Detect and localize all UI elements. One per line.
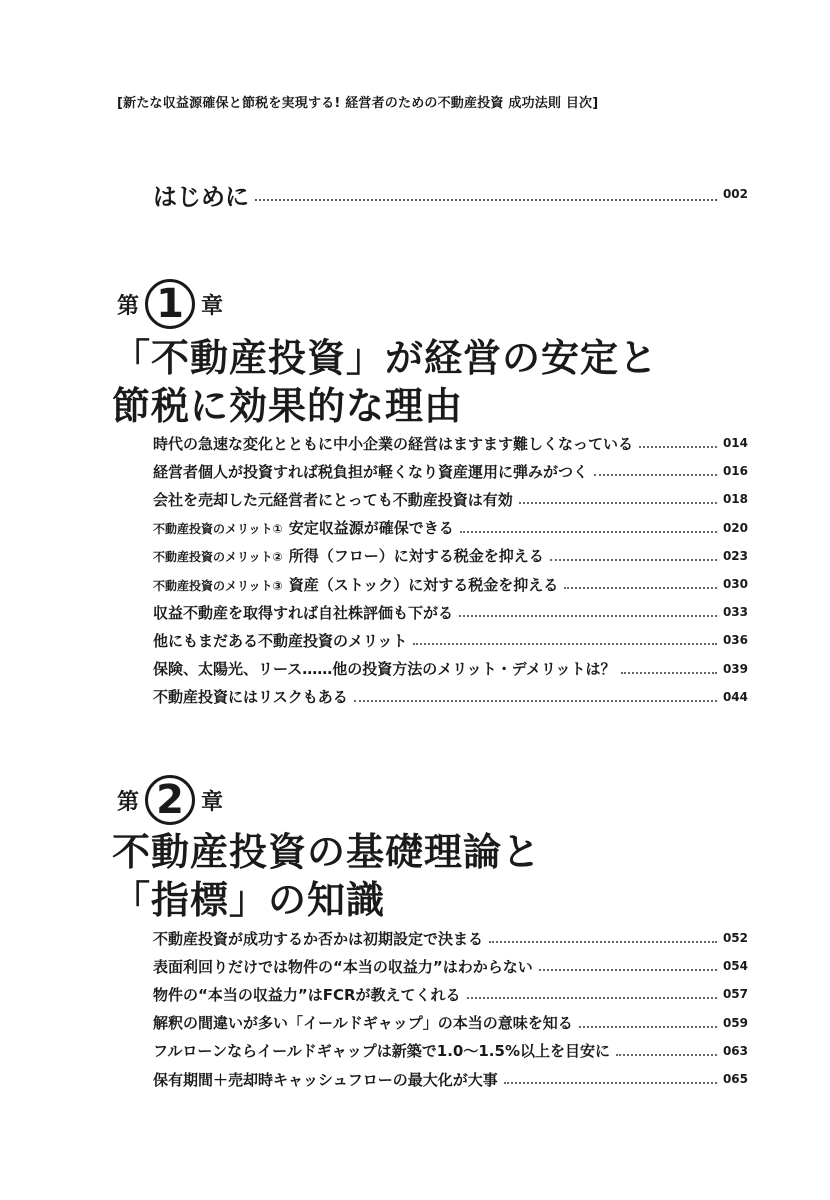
page-number: 039 [722, 661, 748, 676]
leader-dots [459, 615, 717, 617]
page-number: 063 [722, 1043, 748, 1058]
chapter-prefix: 第 [117, 293, 140, 319]
toc-entry[interactable] [153, 485, 748, 513]
entry-prefix: 不動産投資のメリット① [153, 522, 283, 537]
chapter-title-line: 不動産投資の基礎理論と [112, 830, 542, 874]
entry-title-wrap [153, 658, 615, 679]
chapter-number: 2 [156, 777, 184, 823]
entry-title: 不動産投資にはリスクもある [153, 688, 348, 707]
page-number: 023 [722, 548, 748, 563]
toc-entry[interactable] [153, 924, 748, 952]
intro-title: はじめに [153, 182, 249, 211]
chapter-suffix: 章 [201, 789, 224, 815]
page-number: 057 [722, 987, 748, 1002]
toc-entry[interactable] [153, 570, 748, 598]
leader-dots [621, 672, 716, 674]
toc-entry[interactable] [153, 952, 748, 980]
chapter-title-line: 「不動産投資」が経営の安定と [112, 336, 659, 380]
chapter-1-title [112, 334, 658, 430]
page-number: 059 [722, 1015, 748, 1030]
entry-title: 物件の“本当の収益力”はFCRが教えてくれる [153, 985, 461, 1004]
leader-dots [255, 199, 717, 201]
entry-prefix: 不動産投資のメリット② [153, 550, 283, 565]
toc-entry[interactable] [153, 1065, 748, 1093]
toc-entry[interactable] [153, 429, 748, 457]
entry-title-wrap [153, 574, 558, 595]
page-number: 054 [722, 959, 748, 974]
page-number: 036 [722, 633, 748, 648]
page-number: 065 [722, 1072, 748, 1087]
chapter-title-line: 「指標」の知識 [112, 878, 386, 922]
entry-title: 資産（ストック）に対する税金を抑える [288, 575, 559, 594]
toc-entry[interactable] [153, 598, 748, 626]
entry-title: 表面利回りだけでは物件の“本当の収益力”はわからない [153, 957, 533, 976]
toc-entry[interactable] [153, 1009, 748, 1037]
entry-title-wrap [153, 928, 483, 949]
leader-dots [639, 446, 717, 448]
toc-entry[interactable] [153, 514, 748, 542]
toc-entry[interactable] [153, 980, 748, 1008]
toc-entry[interactable] [153, 542, 748, 570]
leader-dots [550, 559, 717, 561]
page-number: 044 [722, 689, 748, 704]
leader-dots [539, 969, 717, 971]
leader-dots [413, 643, 717, 645]
entry-title: 解釈の間違いが多い「イールドギャップ」の本当の意味を知る [153, 1014, 573, 1033]
entry-title-wrap [153, 461, 588, 482]
entry-title-wrap [153, 984, 461, 1005]
entry-title: 所得（フロー）に対する税金を抑える [288, 547, 544, 566]
page-number: 033 [722, 605, 748, 620]
leader-dots [564, 587, 717, 589]
entry-title-wrap [153, 630, 407, 651]
entry-title: 不動産投資が成功するか否かは初期設定で決まる [153, 929, 484, 948]
entry-title-wrap [153, 1040, 610, 1061]
chapter-suffix: 章 [201, 293, 224, 319]
leader-dots [616, 1054, 717, 1056]
leader-dots [594, 474, 717, 476]
page-number: 018 [722, 492, 748, 507]
leader-dots [489, 941, 717, 943]
leader-dots [354, 700, 717, 702]
leader-dots [579, 1026, 717, 1028]
chapter-number-circle [145, 775, 195, 825]
leader-dots [467, 997, 717, 999]
page-number: 002 [722, 187, 748, 201]
entry-title-wrap [153, 686, 348, 707]
entry-title: 会社を売却した元経営者にとっても不動産投資は有効 [153, 490, 513, 509]
chapter-2-toc [153, 924, 748, 1093]
entry-title-wrap [153, 517, 454, 538]
entry-title-wrap [153, 602, 453, 623]
entry-title: 他にもまだある不動産投資のメリット [153, 631, 408, 650]
entry-title-wrap [153, 433, 633, 454]
page-number: 030 [722, 577, 748, 592]
page-number: 020 [722, 520, 748, 535]
chapter-prefix: 第 [117, 789, 140, 815]
entry-prefix: 不動産投資のメリット③ [153, 578, 283, 593]
entry-title-wrap [153, 1012, 573, 1033]
toc-entry[interactable] [153, 683, 748, 711]
entry-title-wrap [153, 1069, 498, 1090]
entry-title: 経営者個人が投資すれば税負担が軽くなり資産運用に弾みがつく [153, 462, 589, 481]
page-number: 052 [722, 931, 748, 946]
chapter-title-line: 節税に効果的な理由 [112, 384, 464, 428]
document-header: [新たな収益源確保と節税を実現する! 経営者のための不動産投資 成功法則 目次] [117, 96, 599, 111]
chapter-2-title [112, 828, 541, 924]
page-number: 016 [722, 464, 748, 479]
entry-title: 収益不動産を取得すれば自社株評価も下がる [153, 603, 454, 622]
chapter-number-circle [145, 279, 195, 329]
toc-entry[interactable] [153, 1037, 748, 1065]
entry-title: 保有期間＋売却時キャッシュフローの最大化が大事 [153, 1070, 498, 1089]
leader-dots [519, 502, 717, 504]
toc-entry[interactable] [153, 626, 748, 654]
entry-title: フルローンならイールドギャップは新築で1.0～1.5%以上を目安に [153, 1042, 610, 1061]
leader-dots [504, 1082, 717, 1084]
chapter-2-mark [117, 772, 223, 828]
toc-entry-intro[interactable] [153, 178, 748, 210]
chapter-1-mark [117, 276, 223, 332]
chapter-number: 1 [156, 281, 184, 327]
entry-title: 時代の急速な変化とともに中小企業の経営はますます難しくなっている [153, 434, 634, 453]
toc-entry[interactable] [153, 457, 748, 485]
page-number: 014 [722, 436, 748, 451]
toc-entry[interactable] [153, 655, 748, 683]
entry-title-wrap [153, 956, 533, 977]
entry-title: 保険、太陽光、リース……他の投資方法のメリット・デメリットは？ [153, 660, 616, 679]
entry-title-wrap [153, 489, 513, 510]
entry-title: 安定収益源が確保できる [288, 519, 454, 538]
chapter-1-toc [153, 429, 748, 711]
leader-dots [460, 531, 717, 533]
entry-title-wrap [153, 545, 544, 566]
